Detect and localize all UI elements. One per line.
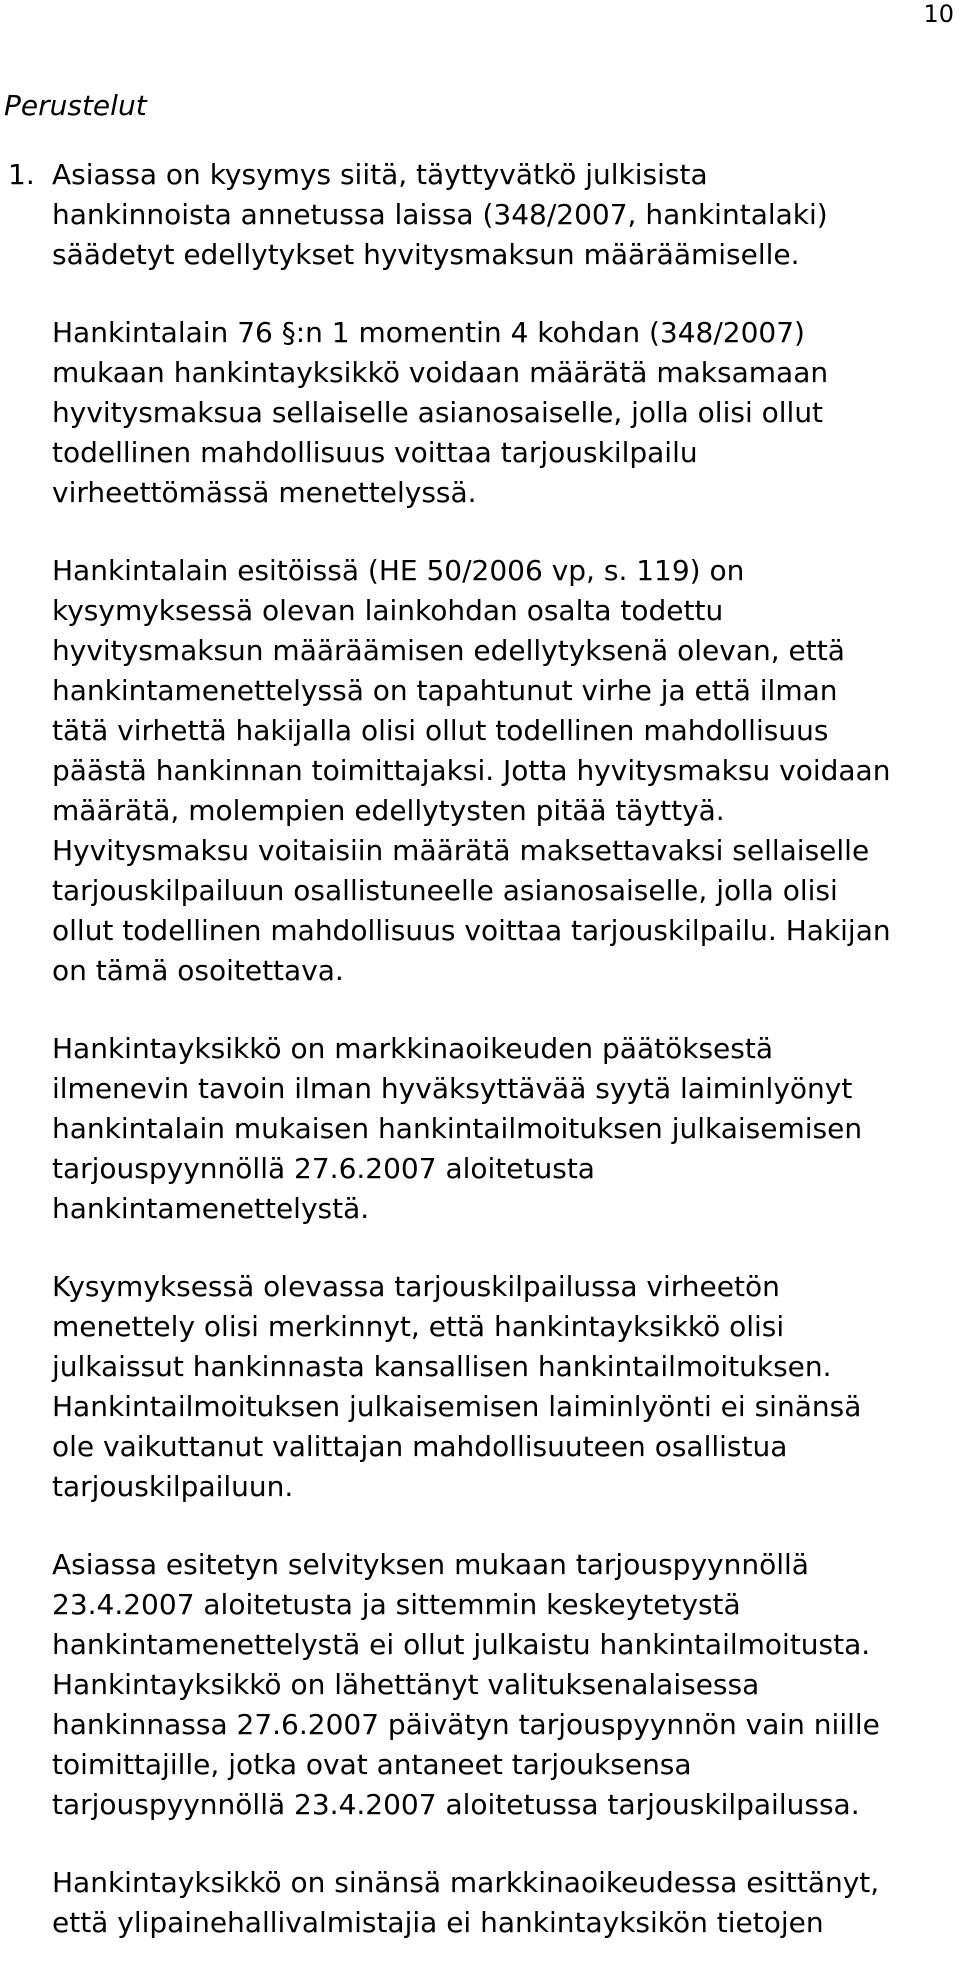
text-line: Hyvitysmaksu voitaisiin määrätä maksettavaksi sellaiselle bbox=[52, 834, 870, 867]
text-line: päästä hankinnan toimittajaksi. Jotta hyvitysmaksu voidaan bbox=[52, 754, 891, 787]
text-line: hyvitysmaksun määräämisen edellytyksenä olevan, että bbox=[52, 634, 845, 667]
text-line: Hankintayksikkö on markkinaoikeuden päätöksestä bbox=[52, 1032, 773, 1065]
text-line: todellinen mahdollisuus voittaa tarjouskilpailu bbox=[52, 436, 698, 469]
text-line: säädetyt edellytykset hyvitysmaksun määräämiselle. bbox=[52, 238, 800, 271]
paragraph-6 bbox=[52, 1545, 960, 1825]
text-line: hankintamenettelyssä on tapahtunut virhe ja että ilman bbox=[52, 674, 838, 707]
text-line: ollut todellinen mahdollisuus voittaa tarjouskilpailu. Hakijan bbox=[52, 914, 891, 947]
paragraph-3 bbox=[52, 551, 960, 991]
text-line: tarjouspyynnöllä 23.4.2007 aloitetussa tarjouskilpailussa. bbox=[52, 1788, 860, 1821]
text-line: virheettömässä menettelyssä. bbox=[52, 476, 477, 509]
text-line: Hankintalain 76 §:n 1 momentin 4 kohdan (348/2007) bbox=[52, 316, 805, 349]
text-line: 23.4.2007 aloitetusta ja sittemmin keskeytetystä bbox=[52, 1588, 741, 1621]
document-body bbox=[52, 155, 960, 1981]
text-line: Hankintailmoituksen julkaisemisen laiminlyönti ei sinänsä bbox=[52, 1390, 862, 1423]
paragraph-7 bbox=[52, 1863, 960, 1943]
paragraph-4 bbox=[52, 1029, 960, 1229]
text-line: on tämä osoitettava. bbox=[52, 954, 344, 987]
text-line: menettely olisi merkinnyt, että hankintayksikkö olisi bbox=[52, 1310, 785, 1343]
text-line: hankinnoista annetussa laissa (348/2007, hankintalaki) bbox=[52, 198, 828, 231]
text-line: toimittajille, jotka ovat antaneet tarjouksensa bbox=[52, 1748, 692, 1781]
text-line: hankintalain mukaisen hankintailmoituksen julkaisemisen bbox=[52, 1112, 863, 1145]
text-line: Hankintalain esitöissä (HE 50/2006 vp, s. 119) on bbox=[52, 554, 745, 587]
page-number: 10 bbox=[923, 0, 954, 28]
text-line: ole vaikuttanut valittajan mahdollisuuteen osallistua bbox=[52, 1430, 788, 1463]
text-line: Hankintayksikkö on sinänsä markkinaoikeudessa esittänyt, bbox=[52, 1866, 880, 1899]
text-line: Kysymyksessä olevassa tarjouskilpailussa virheetön bbox=[52, 1270, 780, 1303]
paragraph-2 bbox=[52, 313, 960, 513]
section-heading: Perustelut bbox=[4, 89, 147, 122]
text-line: Hankintayksikkö on lähettänyt valituksenalaisessa bbox=[52, 1668, 760, 1701]
text-line: tarjouskilpailuun osallistuneelle asianosaiselle, jolla olisi bbox=[52, 874, 838, 907]
text-line: tätä virhettä hakijalla olisi ollut todellinen mahdollisuus bbox=[52, 714, 829, 747]
text-line: että ylipainehallivalmistajia ei hankintayksikön tietojen bbox=[52, 1906, 824, 1939]
text-line: mukaan hankintayksikkö voidaan määrätä maksamaan bbox=[52, 356, 829, 389]
text-line: hankinnassa 27.6.2007 päivätyn tarjouspyynnön vain niille bbox=[52, 1708, 880, 1741]
text-line: hyvitysmaksua sellaiselle asianosaiselle, jolla olisi ollut bbox=[52, 396, 824, 429]
text-line: ilmenevin tavoin ilman hyväksyttävää syytä laiminlyönyt bbox=[52, 1072, 853, 1105]
text-line: julkaissut hankinnasta kansallisen hankintailmoituksen. bbox=[52, 1350, 832, 1383]
text-line: hankintamenettelystä. bbox=[52, 1192, 370, 1225]
text-line: tarjouspyynnöllä 27.6.2007 aloitetusta bbox=[52, 1152, 595, 1185]
list-number: 1. bbox=[8, 158, 35, 191]
text-line: Asiassa on kysymys siitä, täyttyvätkö julkisista bbox=[52, 158, 708, 191]
paragraph-5 bbox=[52, 1267, 960, 1507]
text-line: hankintamenettelystä ei ollut julkaistu hankintailmoitusta. bbox=[52, 1628, 871, 1661]
text-line: määrätä, molempien edellytysten pitää täyttyä. bbox=[52, 794, 725, 827]
text-line: tarjouskilpailuun. bbox=[52, 1470, 294, 1503]
text-line: kysymyksessä olevan lainkohdan osalta todettu bbox=[52, 594, 724, 627]
paragraph-1 bbox=[52, 155, 960, 275]
text-line: Asiassa esitetyn selvityksen mukaan tarjouspyynnöllä bbox=[52, 1548, 809, 1581]
